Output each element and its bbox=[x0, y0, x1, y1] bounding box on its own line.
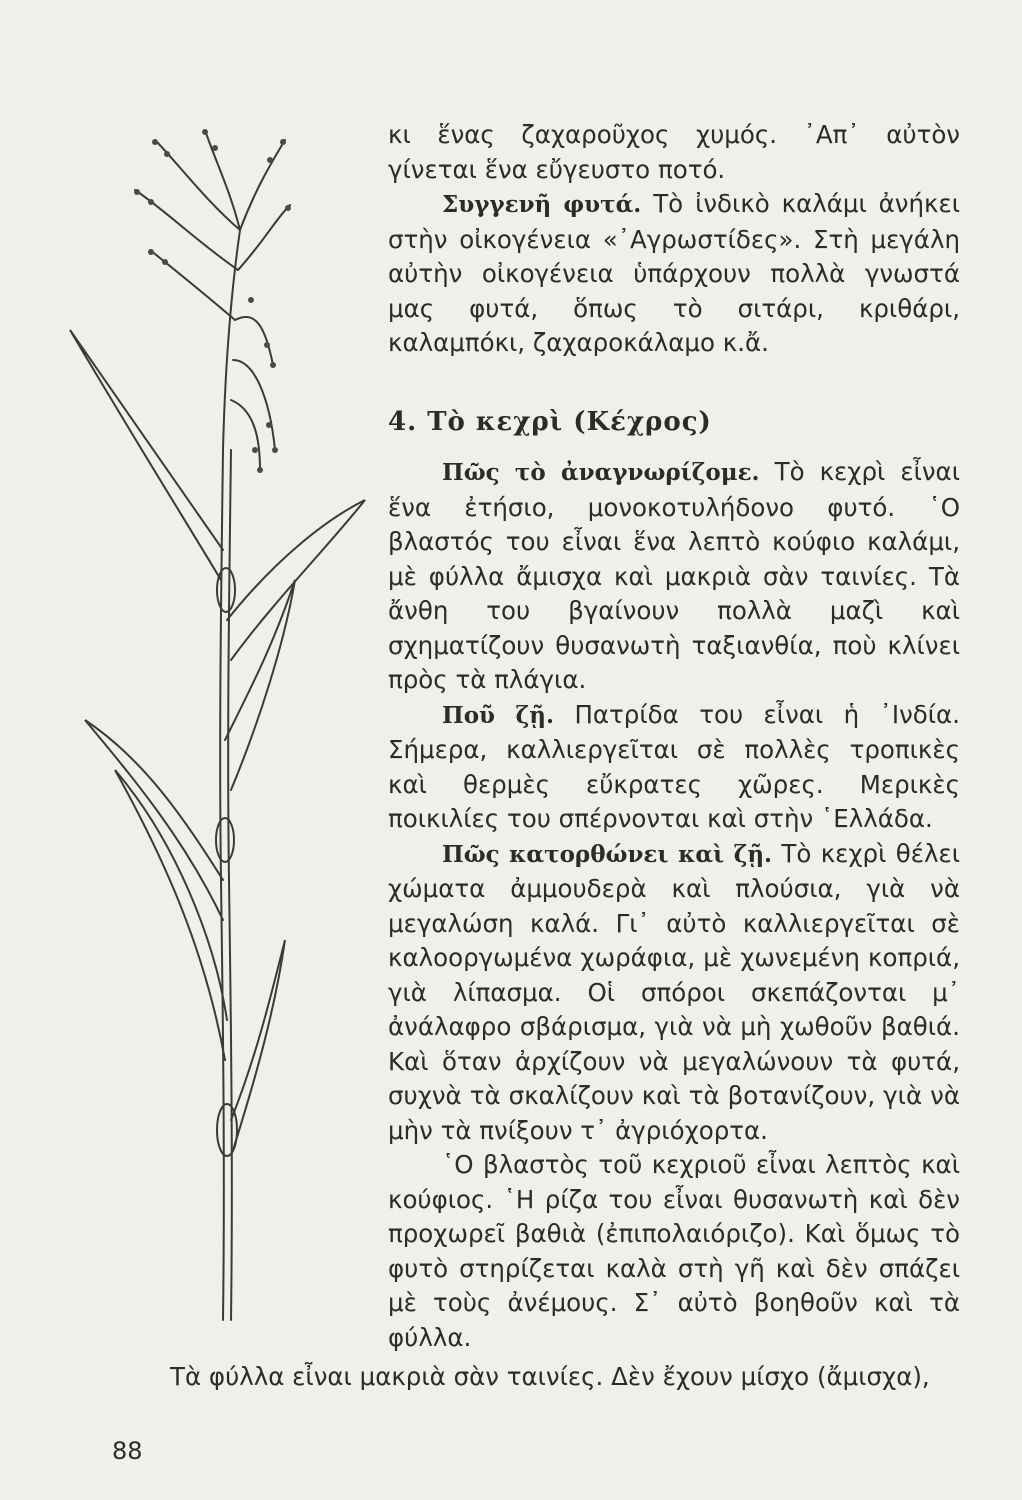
thrives-text: Τὸ κεχρὶ θέλει χώματα ἀμμουδερὰ καὶ πλούσια, γιὰ νὰ μεγαλώση καλά. Γι᾿ αὐτὸ καλλιεργεῖται σὲ καλοοργωμένα χωράφια, μὲ χωνεμένη κοπριά, γιὰ λίπασμα. Οἱ σπόροι σκεπάζονται μ᾿ ἀνάλαφρο σβάρισμα, γιὰ νὰ μὴ χωθοῦν βαθιά. Καὶ ὅταν ἀρχίζουν νὰ μεγαλώνουν τὰ φυτά, συχνὰ τὰ σκαλίζουν καὶ τὰ βοτανίζουν, γιὰ νὰ μὴν τὰ πνίξουν τ᾿ ἀγριόχορτα. bbox=[388, 838, 960, 1145]
habitat-text: Πατρίδα του εἶναι ἡ ᾿Ινδία. Σήμερα, καλλιεργεῖται σὲ πολλὲς τροπικὲς καὶ θερμὲς εὔκρατες χῶρες. Μερικὲς ποικιλίες του σπέρνονται καὶ στὴν ῾Ελλάδα. bbox=[388, 699, 960, 833]
paragraph-related bbox=[388, 187, 960, 361]
related-text: Τὸ ἰνδικὸ καλάμι ἀνήκει στὴν οἰκογένεια «᾿Αγρωστίδες». Στὴ μεγάλη αὐτὴν οἰκογένεια ὑπάρχουν πολλὰ γνωστά μας φυτά, ὅπως τὸ σιτάρι, κριθάρι, καλαμπόκι, ζαχαροκάλαμο κ.ἄ. bbox=[388, 189, 960, 357]
paragraph-intro: κι ἕνας ζαχαροῦχος χυμός. ᾿Απ᾿ αὐτὸν γίνεται ἕνα εὔγευστο ποτό. bbox=[388, 120, 960, 184]
section-title: 4. Τὸ κεχρὶ (Κέχρος) bbox=[388, 406, 712, 437]
recognize-heading: Πῶς τὸ ἀναγνωρίζομε. bbox=[442, 459, 760, 486]
bottom-line-text: Τὰ φύλλα εἶναι μακριὰ σὰν ταινίες. Δὲν ἔχουν μίσχο (ἄμισχα), bbox=[170, 1362, 930, 1391]
related-heading: Συγγενῆ φυτά. bbox=[442, 191, 642, 218]
main-text-column bbox=[388, 118, 960, 1355]
recognize-text: Τὸ κεχρὶ εἶναι ἕνα ἐτήσιο, μονοκοτυλήδονο φυτό. ῾Ο βλαστός του εἶναι ἕνα λεπτὸ κούφιο καλάμι, μὲ φύλλα ἄμισχα καὶ μακριὰ σὰν ταινίες. Τὰ ἄνθη του βγαίνουν πολλὰ μαζὶ καὶ σχηματίζουν θυσανωτὴ ταξιανθία, ποὺ κλίνει πρὸς τὰ πλάγια. bbox=[388, 457, 960, 694]
millet-plant-illustration bbox=[55, 120, 385, 1335]
paragraph-recognize bbox=[388, 455, 960, 698]
page-number: 88 bbox=[112, 1437, 143, 1465]
paragraph-habitat bbox=[388, 698, 960, 837]
paragraph-thrives bbox=[388, 837, 960, 1149]
paragraph-stem: ῾Ο βλαστὸς τοῦ κεχριοῦ εἶναι λεπτὸς καὶ κούφιος. ῾Η ρίζα του εἶναι θυσανωτὴ καὶ δὲν προχωρεῖ βαθιὰ (ἐπιπολαιόριζο). Καὶ ὅμως τὸ φυτὸ στηρίζεται καλὰ στὴ γῆ καὶ δὲν σπάζει μὲ τοὺς ἀνέμους. Σ᾿ αὐτὸ βοηθοῦν καὶ τὰ φύλλα. bbox=[388, 1150, 960, 1352]
habitat-heading: Ποῦ ζῇ. bbox=[442, 701, 555, 729]
thrives-heading: Πῶς κατορθώνει καὶ ζῇ. bbox=[442, 840, 773, 868]
